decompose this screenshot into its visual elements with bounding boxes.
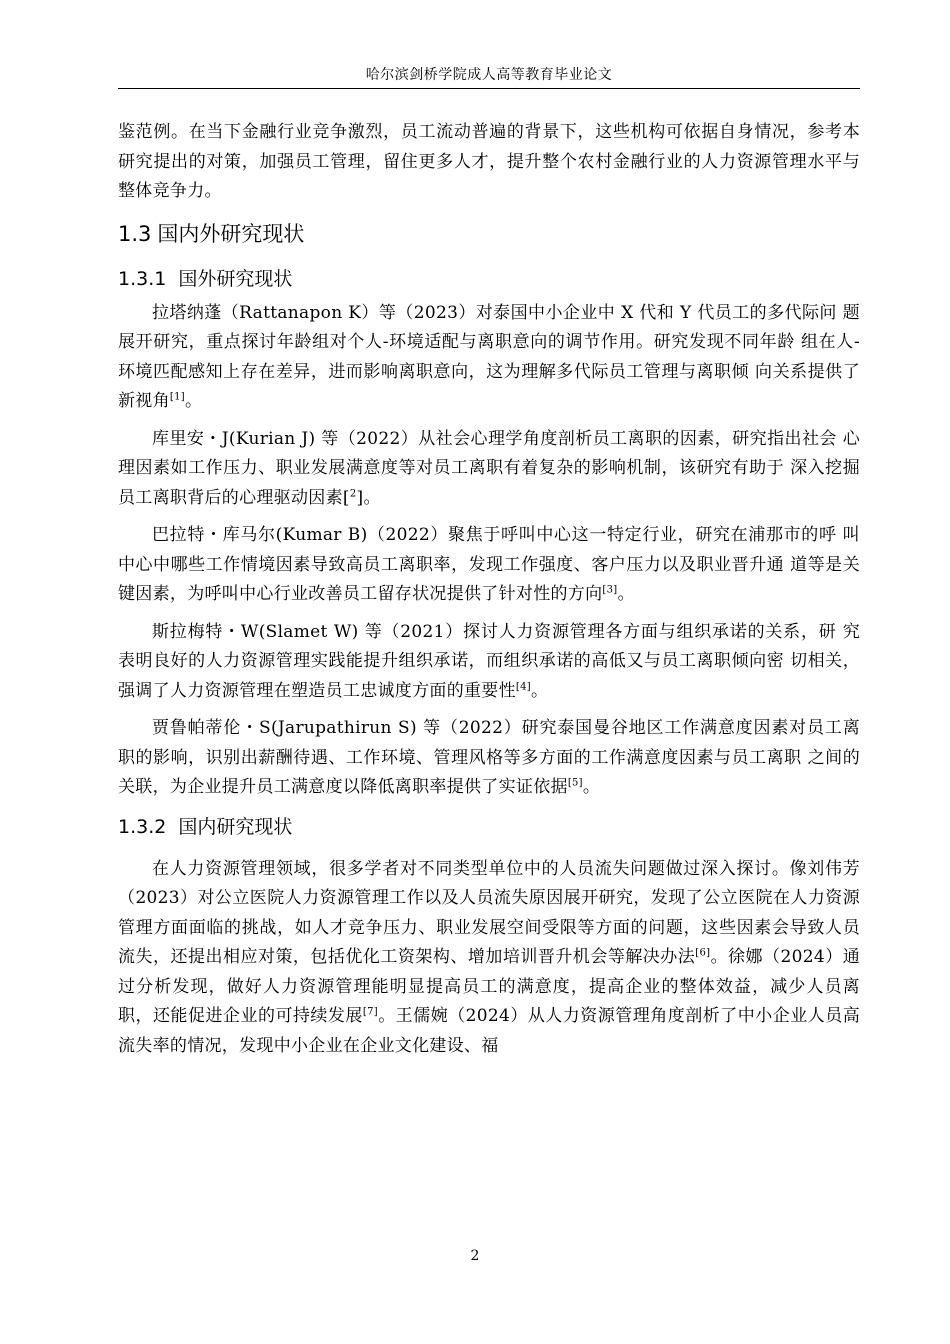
- intro-paragraph: 鉴范例。在当下金融行业竞争激烈，员工流动普遍的背景下，这些机构可依据自身情况，参考本研究提出的对策，加强员工管理，留住更多人才，提升整个农村金融行业的人力资源管理水平与整体竞争力。: [118, 122, 860, 201]
- subsection-number: 1.3.2: [118, 815, 167, 838]
- paragraph-text: 贾鲁帕蒂伦・S(Jarupathirun S) 等（2022）研究泰国曼谷地区工作满意度因素对员工离 职的影响，识别出薪酬待遇、工作环境、管理风格等多方面的工作满意度因素与员工离职 之间的关联，为企业提升员工满意度以降低离职率提供了实证依据: [118, 718, 860, 797]
- paragraph-text: 斯拉梅特・W(Slamet W) 等（2021）探讨人力资源管理各方面与组织承诺的关系，研 究表明良好的人力资源管理实践能提升组织承诺，而组织承诺的高低又与员工离职倾向密 切相关，强调了人力资源管理在塑造员工忠诚度方面的重要性: [118, 621, 860, 701]
- paragraph-text: 巴拉特・库马尔(Kumar B)（2022）聚焦于呼叫中心这一特定行业，研究在浦那市的呼 叫中心中哪些工作情境因素导致高员工离职率，发现工作强度、客户压力以及职业晋升通 道等是关键因素，为呼叫中心行业改善员工留存状况提供了针对性的方向: [118, 525, 860, 604]
- citation: [6]: [695, 947, 711, 959]
- paragraph-text: 库里安・J(Kurian J) 等（2022）从社会心理学角度剖析员工离职的因素，研究指出社会 心理因素如工作压力、职业发展满意度等对员工离职有着复杂的影响机制，该研究有助于 深入挖掘员工离职背后的心理驱动因素[: [118, 428, 860, 508]
- paragraph-text: 在人力资源管理领域，很多学者对不同类型单位中的人员流失问题做过深入探讨。像刘伟芳（2023）对公立医院人力资源管理工作以及人员流失原因展开研究，发现了公立医院在人力资源管理方面面临的挑战，如人才竞争压力、职业发展空间受限等方面的问题，这些因素会导致人员流失，还提出相应对策，包括优化工资架构、增加培训晋升机会等解决办法: [118, 858, 860, 967]
- citation: 2: [349, 487, 357, 499]
- subsection-number: 1.3.1: [118, 267, 167, 290]
- paragraph-domestic: [118, 855, 860, 1062]
- paragraph-foreign-5: [118, 714, 860, 803]
- paragraph-end: 。: [530, 680, 549, 701]
- paragraph-end: 。: [582, 777, 601, 797]
- header-rule: [118, 88, 860, 89]
- paragraph-text: 。王儒婉（2024）从人力资源管理角度剖析了中小企业人员高流失率的情况，发现中小企业在企业文化建设、福: [118, 1006, 860, 1056]
- paragraph-foreign-1: [118, 299, 860, 417]
- paragraph-end: 。: [184, 391, 203, 411]
- citation: [3]: [602, 584, 618, 596]
- section-heading: [118, 207, 860, 255]
- subsection-title: 国外研究现状: [178, 267, 293, 290]
- citation: [4]: [515, 680, 531, 692]
- subsection-heading-domestic: [118, 803, 860, 847]
- body-text: [118, 118, 860, 1061]
- paragraph-foreign-4: [118, 618, 860, 707]
- running-header: 哈尔滨剑桥学院成人高等教育毕业论文: [365, 67, 613, 83]
- citation: [7]: [362, 1006, 378, 1018]
- paragraph-foreign-3: [118, 521, 860, 610]
- subsection-heading-foreign: [118, 255, 860, 299]
- page-number: 2: [470, 1248, 480, 1264]
- citation: [5]: [567, 777, 583, 789]
- paragraph-end: ]。: [356, 487, 381, 508]
- paragraph-foreign-2: [118, 425, 860, 514]
- paragraph-text: 。徐娜（2024）通过分析发现，做好人力资源管理能明显提高员工的满意度，提高企业的整体效益，减少人员离职，还能促进企业的可持续发展: [118, 947, 860, 1026]
- paragraph-end: 。: [617, 584, 635, 604]
- section-title: 国内外研究现状: [157, 221, 305, 246]
- subsection-title: 国内研究现状: [178, 815, 293, 838]
- citation: [1]: [169, 391, 185, 403]
- section-number: 1.3: [118, 221, 152, 246]
- paragraph-text: 拉塔纳蓬（Rattanapon K）等（2023）对泰国中小企业中 X 代和 Y 代员工的多代际问 题展开研究，重点探讨年龄组对个人-环境适配与离职意向的调节作用。研究发现不同年龄 组在人-环境匹配感知上存在差异，进而影响离职意向，这为理解多代际员工管理与离职倾 向关系提供了新视角: [118, 302, 860, 411]
